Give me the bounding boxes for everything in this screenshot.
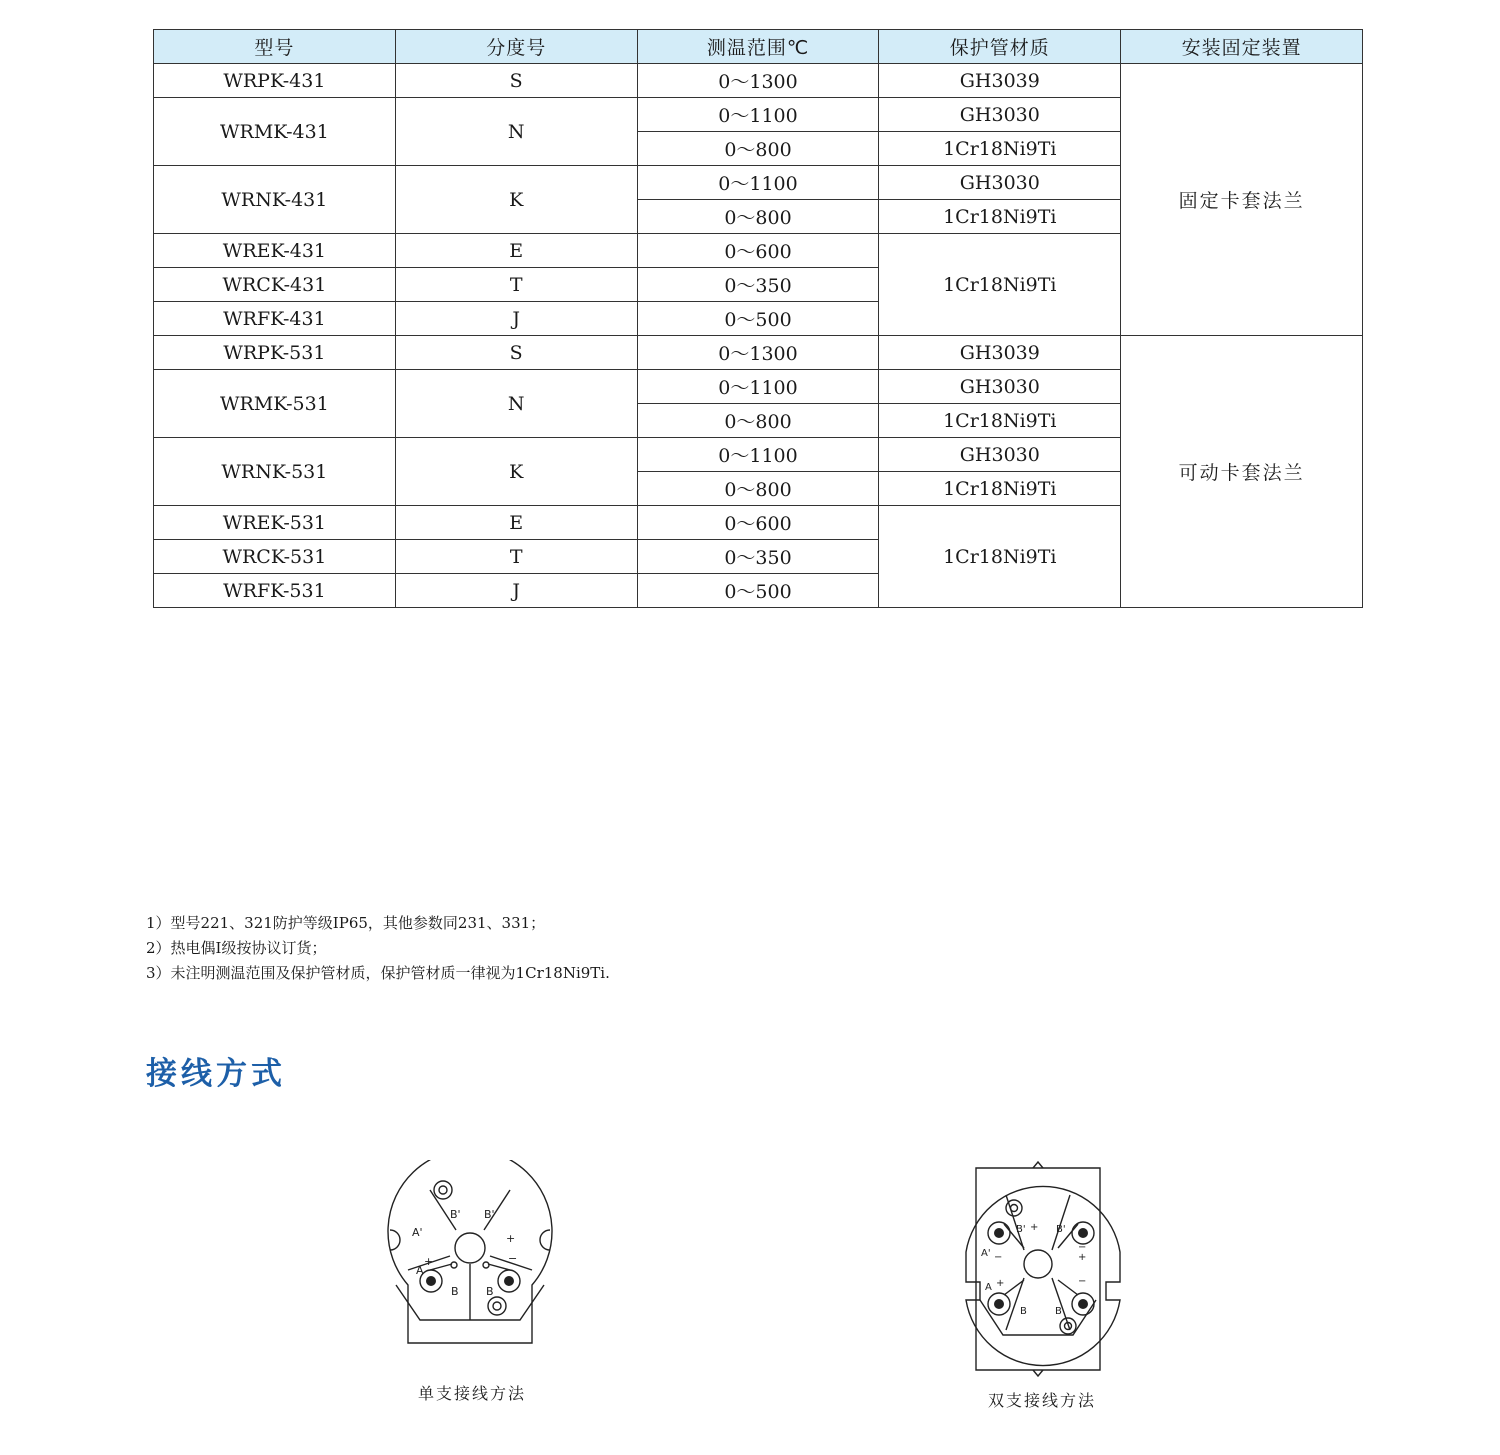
range-cell: 0～600 (637, 506, 879, 540)
label-b-prime: B' (1016, 1224, 1026, 1235)
material-cell: GH3030 (879, 98, 1121, 132)
range-cell: 0～600 (637, 234, 879, 268)
double-terminal-block-icon (958, 1160, 1128, 1380)
range-cell: 0～500 (637, 574, 879, 608)
header-mount: 安装固定装置 (1121, 30, 1363, 64)
screw-hole (488, 1297, 506, 1315)
model-cell: WRFK-431 (154, 302, 396, 336)
model-cell: WRNK-431 (154, 166, 396, 234)
range-cell: 0～1100 (637, 98, 879, 132)
model-cell: WRMK-531 (154, 370, 396, 438)
label-b: B (486, 1285, 494, 1298)
label-b-prime: B' (1056, 1224, 1066, 1235)
graduation-cell: J (395, 302, 637, 336)
note-item: 2）热电偶I级按协议订货； (146, 939, 327, 957)
double-wiring-diagram (958, 1160, 1128, 1380)
range-cell: 0～500 (637, 302, 879, 336)
model-cell: WREK-431 (154, 234, 396, 268)
material-cell: 1Cr18Ni9Ti (879, 404, 1121, 438)
material-cell: GH3039 (879, 336, 1121, 370)
label-plus: + (1078, 1252, 1087, 1263)
material-cell: GH3030 (879, 166, 1121, 200)
range-cell: 0～800 (637, 132, 879, 166)
mount-cell: 可动卡套法兰 (1121, 336, 1363, 608)
model-cell: WREK-531 (154, 506, 396, 540)
material-cell: GH3030 (879, 370, 1121, 404)
label-plus: + (424, 1255, 434, 1268)
range-cell: 0～1100 (637, 438, 879, 472)
material-cell: 1Cr18Ni9Ti (879, 234, 1121, 336)
material-cell: 1Cr18Ni9Ti (879, 132, 1121, 166)
graduation-cell: T (395, 540, 637, 574)
header-model: 型号 (154, 30, 396, 64)
range-cell: 0～800 (637, 472, 879, 506)
screw-hole (434, 1181, 452, 1199)
label-minus: − (1078, 1242, 1087, 1253)
graduation-cell: K (395, 438, 637, 506)
center-hole (455, 1233, 485, 1263)
graduation-cell: J (395, 574, 637, 608)
single-wiring-diagram (380, 1160, 560, 1360)
section-title: 接线方式 (146, 1056, 286, 1092)
terminal-body (966, 1186, 1120, 1365)
header-material: 保护管材质 (879, 30, 1121, 64)
label-minus: − (994, 1252, 1003, 1263)
range-cell: 0～800 (637, 404, 879, 438)
note-item: 3）未注明测温范围及保护管材质，保护管材质一律视为1Cr18Ni9Ti. (146, 964, 610, 982)
label-a-prime: A' (412, 1226, 423, 1239)
graduation-cell: N (395, 370, 637, 438)
graduation-cell: S (395, 64, 637, 98)
label-a-prime: A' (981, 1248, 991, 1259)
screw-hole (1006, 1200, 1022, 1216)
material-cell: 1Cr18Ni9Ti (879, 472, 1121, 506)
label-b: B (1020, 1306, 1027, 1317)
material-cell: GH3030 (879, 438, 1121, 472)
label-a: A (416, 1264, 424, 1277)
label-minus: − (1078, 1276, 1087, 1287)
model-cell: WRPK-431 (154, 64, 396, 98)
graduation-cell: E (395, 234, 637, 268)
range-cell: 0～1300 (637, 64, 879, 98)
label-a: A (985, 1282, 992, 1293)
double-wiring-caption: 双支接线方法 (988, 1391, 1097, 1410)
model-cell: WRCK-531 (154, 540, 396, 574)
label-b: B (1055, 1306, 1062, 1317)
range-cell: 0～1300 (637, 336, 879, 370)
center-hole (1024, 1250, 1052, 1278)
spec-table (153, 29, 1363, 608)
material-cell: 1Cr18Ni9Ti (879, 200, 1121, 234)
range-cell: 0～800 (637, 200, 879, 234)
label-plus: + (996, 1278, 1005, 1289)
range-cell: 0～350 (637, 268, 879, 302)
range-cell: 0～1100 (637, 166, 879, 200)
label-b-prime: B' (450, 1208, 461, 1221)
mount-cell: 固定卡套法兰 (1121, 64, 1363, 336)
header-range: 测温范围℃ (637, 30, 879, 64)
single-terminal-block-icon (380, 1160, 560, 1360)
range-cell: 0～1100 (637, 370, 879, 404)
header-graduation: 分度号 (395, 30, 637, 64)
label-b: B (451, 1285, 459, 1298)
notes (146, 911, 610, 986)
model-cell: WRFK-531 (154, 574, 396, 608)
single-wiring-caption: 单支接线方法 (418, 1384, 527, 1403)
model-cell: WRMK-431 (154, 98, 396, 166)
label-minus: − (508, 1252, 518, 1265)
model-cell: WRCK-431 (154, 268, 396, 302)
material-cell: GH3039 (879, 64, 1121, 98)
graduation-cell: T (395, 268, 637, 302)
header-row (154, 30, 1363, 64)
label-plus: + (506, 1232, 516, 1245)
label-b-prime: B' (484, 1208, 495, 1221)
graduation-cell: N (395, 98, 637, 166)
range-cell: 0～350 (637, 540, 879, 574)
graduation-cell: S (395, 336, 637, 370)
model-cell: WRNK-531 (154, 438, 396, 506)
terminal-housing (976, 1168, 1100, 1370)
material-cell: 1Cr18Ni9Ti (879, 506, 1121, 608)
label-plus: + (1030, 1222, 1039, 1233)
graduation-cell: E (395, 506, 637, 540)
flange-notch-right (540, 1230, 550, 1250)
graduation-cell: K (395, 166, 637, 234)
note-item: 1）型号221、321防护等级IP65，其他参数同231、331； (146, 914, 546, 932)
model-cell: WRPK-531 (154, 336, 396, 370)
flange-notch-left (390, 1230, 400, 1250)
